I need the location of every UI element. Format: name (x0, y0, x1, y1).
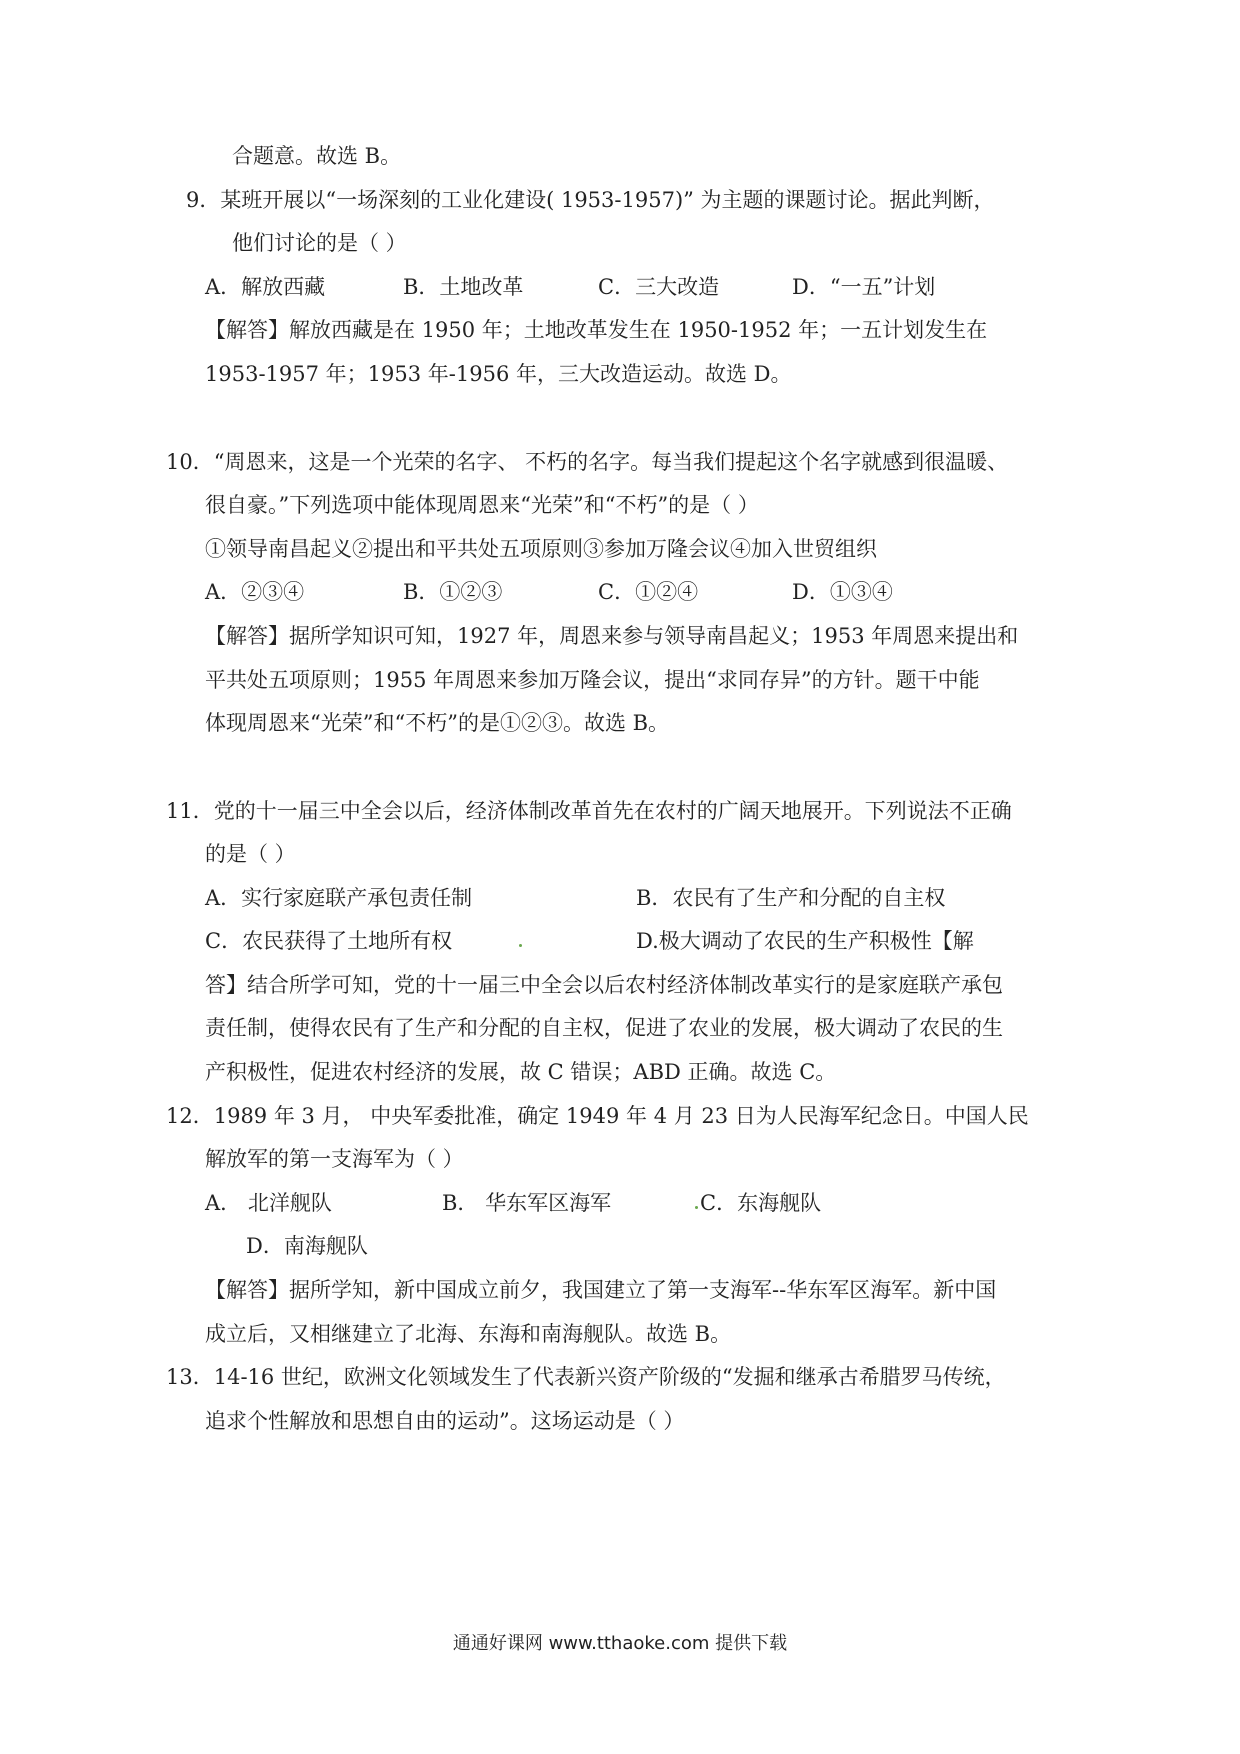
q9-option-b: B．土地改革 (403, 275, 524, 299)
q9-option-a: A．解放西藏 (205, 275, 326, 299)
question-10-choices: ①领导南昌起义②提出和平共处五项原则③参加万隆会议④加入世贸组织 (205, 537, 877, 561)
q10-answer-cont: 平共处五项原则；1955 年周恩来参加万隆会议，提出“求同存异”的方针。题干中能 (205, 668, 980, 692)
q10-option-b: B．①②③ (403, 580, 503, 604)
q11-option-a: A．实行家庭联产承包责任制 (205, 886, 473, 910)
question-13-stem: 13．14-16 世纪，欧洲文化领域发生了代表新兴资产阶级的“发掘和继承古希腊罗马传统， (166, 1365, 1006, 1389)
q12-option-a: A． 北洋舰队 (205, 1191, 332, 1215)
q9-option-c: C．三大改造 (598, 275, 720, 299)
stray-mark (519, 944, 522, 947)
stray-mark (695, 1206, 698, 1209)
q11-answer-cont: 产积极性，促进农村经济的发展，故 C 错误；ABD 正确。故选 C。 (205, 1060, 837, 1084)
text-line: 合题意。故选 B。 (232, 144, 402, 168)
q10-option-d: D．①③④ (792, 580, 893, 604)
question-9-stem: 9．某班开展以“一场深刻的工业化建设( 1953-1957)” 为主题的课题讨论。据此判断， (186, 188, 995, 212)
q9-answer: 【解答】解放西藏是在 1950 年；土地改革发生在 1950-1952 年；一五计划发生在 (205, 318, 988, 342)
q11-option-c: C．农民获得了土地所有权 (205, 929, 453, 953)
q12-option-c: C．东海舰队 (700, 1191, 822, 1215)
question-13-stem-cont: 追求个性解放和思想自由的运动”。这场运动是（ ） (205, 1409, 685, 1433)
question-12-stem-cont: 解放军的第一支海军为（ ） (205, 1147, 464, 1171)
q11-option-d: D.极大调动了农民的生产积极性【解 (636, 929, 974, 953)
q10-option-c: C．①②④ (598, 580, 699, 604)
q9-answer-cont: 1953-1957 年；1953 年-1956 年，三大改造运动。故选 D。 (205, 362, 792, 386)
q10-answer: 【解答】据所学知识可知，1927 年，周恩来参与领导南昌起义；1953 年周恩来提出和 (205, 624, 1019, 648)
page-footer: 通通好课网 www.tthaoke.com 提供下载 (452, 1633, 788, 1654)
question-11-stem-cont: 的是（ ） (205, 842, 296, 866)
q9-option-d: D．“一五”计划 (792, 275, 936, 299)
question-10-stem-cont: 很自豪。”下列选项中能体现周恩来“光荣”和“不朽”的是（ ） (205, 493, 759, 517)
q11-answer: 答】结合所学可知，党的十一届三中全会以后农村经济体制改革实行的是家庭联产承包 (205, 973, 1003, 997)
q12-option-b: B． 华东军区海军 (442, 1191, 612, 1215)
q12-option-d: D．南海舰队 (246, 1234, 368, 1258)
q10-option-a: A．②③④ (205, 580, 305, 604)
q11-option-b: B．农民有了生产和分配的自主权 (636, 886, 946, 910)
q12-answer: 【解答】据所学知，新中国成立前夕，我国建立了第一支海军--华东军区海军。新中国 (205, 1278, 997, 1302)
q10-answer-cont: 体现周恩来“光荣”和“不朽”的是①②③。故选 B。 (205, 711, 670, 735)
question-12-stem: 12．1989 年 3 月， 中央军委批准，确定 1949 年 4 月 23 日为人民海军纪念日。中国人民 (166, 1104, 1029, 1128)
question-11-stem: 11．党的十一届三中全会以后，经济体制改革首先在农村的广阔天地展开。下列说法不正确 (166, 799, 1012, 823)
question-10-stem: 10．“周恩来，这是一个光荣的名字、 不朽的名字。每当我们提起这个名字就感到很温暖、 (166, 450, 1009, 474)
question-9-stem-cont: 他们讨论的是（ ） (232, 231, 407, 255)
q12-answer-cont: 成立后，又相继建立了北海、东海和南海舰队。故选 B。 (205, 1322, 732, 1346)
q11-answer-cont: 责任制，使得农民有了生产和分配的自主权，促进了农业的发展，极大调动了农民的生 (205, 1016, 1003, 1040)
